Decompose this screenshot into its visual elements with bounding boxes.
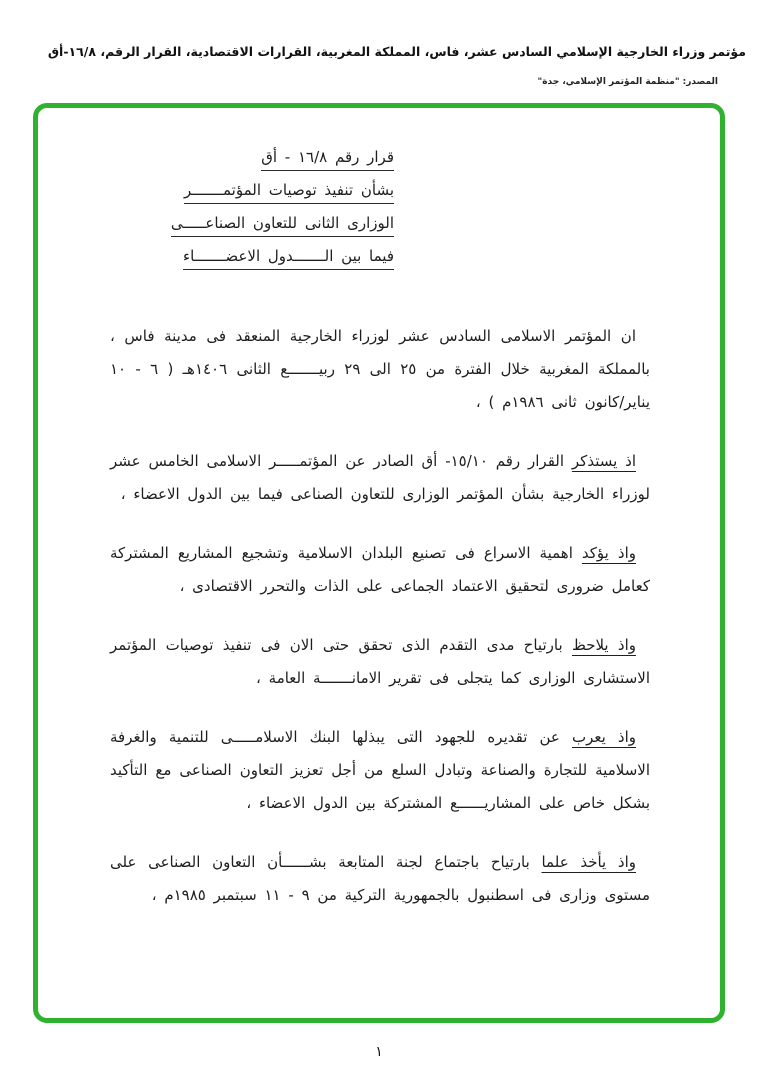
page-number: ١ <box>375 1044 383 1060</box>
paragraph-text: اهمية الاسراع فى تصنيع البلدان الاسلامية وتشجيع المشاريع المشتركة كعامل ضرورى لتحقيق الاعتماد الجماعى على الذات والتحرر الاقتصادى ، <box>110 544 650 595</box>
paragraph-text: القرار رقم ١٥/١٠- أق الصادر عن المؤتمـــــر الاسلامى الخامس عشر لوزراء الخارجية بشأن المؤتمر الوزارى للتعاون الصناعى فيما بين الدول الاعضاء ، <box>110 452 650 503</box>
resolution-title-block <box>171 148 394 270</box>
paragraph-preamble <box>110 320 650 419</box>
paragraph-text: عن تقديره للجهود التى يبذلها البنك الاسلامـــــى للتنمية والغرفة الاسلامية للتجارة والصناعة وتبادل السلع من أجل تعزيز التعاون الصناعى مع التأكيد بشكل خاص على المشاريــــــع المشتركة بين الدول الاعضاء ، <box>110 728 650 812</box>
paragraph-lead: واذ يؤكد <box>581 544 636 562</box>
paragraph-text: بارتياح مدى التقدم الذى تحقق حتى الان فى تنفيذ توصيات المؤتمر الاستشارى الوزارى كما يتجلى فى تقرير الامانـــــــة العامة ، <box>110 636 650 687</box>
source-line: المصدر: "منظمة المؤتمر الإسلامي، جدة" <box>537 77 718 87</box>
paragraph-affirming <box>110 537 650 603</box>
paragraph-lead: اذ يستذكر <box>571 452 636 470</box>
document-body <box>38 108 720 1018</box>
document-header-line: مؤتمر وزراء الخارجية الإسلامي السادس عشر، فاس، المملكة المغربية، القرارات الاقتصادية، القرار الرقم، ١٦/٨-أق <box>47 44 746 59</box>
resolution-title-line-2: بشأن تنفيذ توصيات المؤتمـــــــر <box>184 181 394 204</box>
paragraph-lead: واذ يأخذ علما <box>541 853 636 871</box>
resolution-title-line-3: الوزارى الثانى للتعاون الصناعـــــى <box>171 214 394 237</box>
paragraph-lead: واذ يلاحظ <box>571 636 636 654</box>
paragraph-taking-note <box>110 846 650 912</box>
paragraph-lead: واذ يعرب <box>571 728 636 746</box>
paragraph-recalling <box>110 445 650 511</box>
resolution-title-line-1: قرار رقم ١٦/٨ - أق <box>261 148 394 171</box>
paragraph-text: بارتياح باجتماع لجنة المتابعة بشــــــأن التعاون الصناعى على مستوى وزارى فى اسطنبول بالجمهورية التركية من ٩ - ١١ سبتمبر ١٩٨٥م ، <box>110 853 650 904</box>
resolution-title-line-4: فيما بين الـــــــدول الاعضـــــــاء <box>183 247 394 270</box>
document-green-frame <box>33 103 725 1023</box>
paragraph-noting <box>110 629 650 695</box>
paragraph-text: ان المؤتمر الاسلامى السادس عشر لوزراء الخارجية المنعقد فى مدينة فاس ، بالمملكة المغربية خلال الفترة من ٢٥ الى ٢٩ ربيـــــــع الثانى ١٤٠٦هـ ( ٦ - ١٠ يناير/كانون ثانى ١٩٨٦م ) ، <box>110 327 650 411</box>
paragraph-expressing <box>110 721 650 820</box>
